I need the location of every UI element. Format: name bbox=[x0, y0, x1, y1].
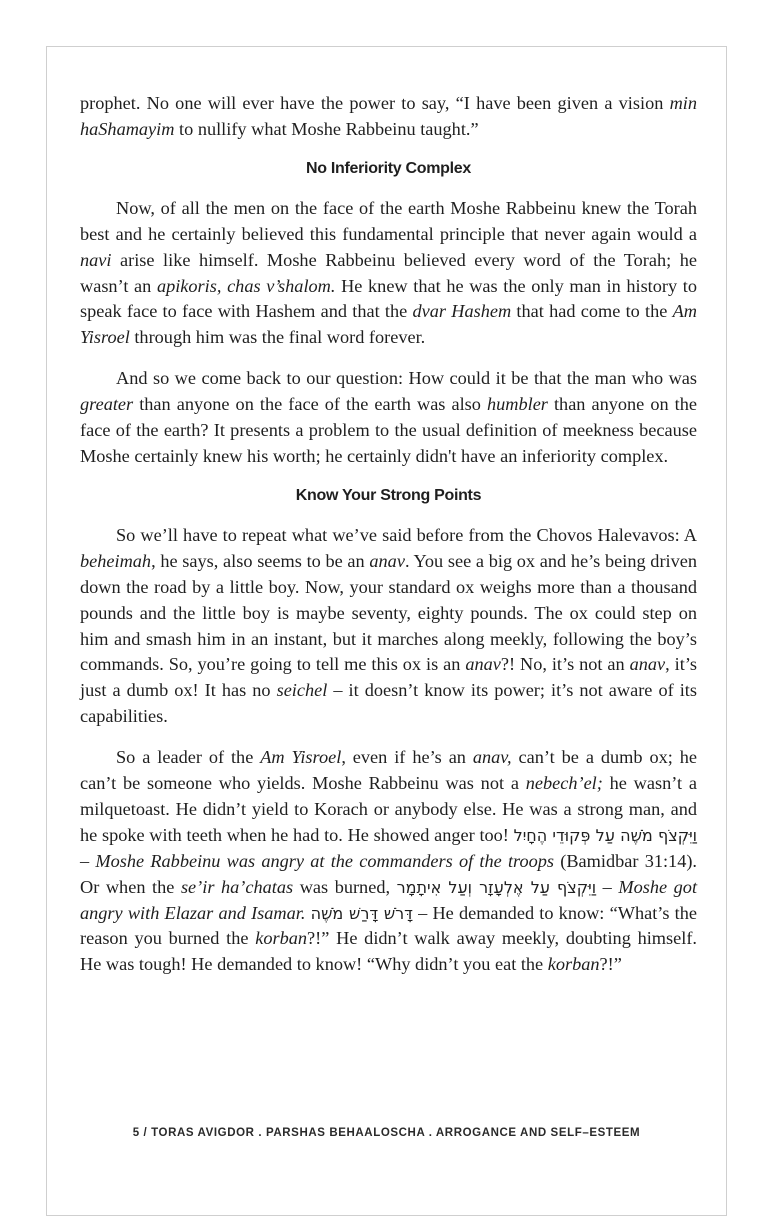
text-run: to nullify what Moshe Rabbeinu taught.” bbox=[174, 118, 479, 139]
text-run: Now, of all the men on the face of the earth Moshe Rabbeinu knew the Torah best and he certainly believed this fundamental principle that never again would a bbox=[80, 197, 697, 244]
italic-term: humbler bbox=[486, 394, 548, 415]
text-run: – bbox=[596, 876, 619, 897]
section-heading-no-inferiority-complex: No Inferiority Complex bbox=[306, 159, 471, 177]
hebrew-quote: וַיִּקְצֹף מֹשֶׁה עַל פְּקוּדֵי הֶחָיִל bbox=[513, 825, 698, 845]
italic-term: se’ir ha’chatas bbox=[180, 876, 294, 897]
text-run: through him was the final word forever. bbox=[129, 327, 426, 348]
italic-term: anav bbox=[369, 550, 405, 571]
text-run: ?!” He didn’t walk away meekly, doubting himself. He was tough! He demanded to know! “Why didn’t you eat the bbox=[80, 928, 697, 975]
text-run: arise like himself. Moshe Rabbeinu believed every word of the Torah; he wasn’t an bbox=[80, 249, 697, 296]
paragraph-3 bbox=[80, 366, 697, 470]
text-run: was burned, bbox=[293, 876, 397, 897]
text-run: can’t be a dumb ox; he can’t be someone who yields. Moshe Rabbeinu was not a bbox=[80, 747, 697, 794]
text-run: prophet. No one will ever have the power to say, “I have been given a vision bbox=[80, 93, 670, 113]
italic-term: Am Yisroel bbox=[80, 301, 698, 348]
italic-term: Am Yisroel bbox=[260, 747, 342, 768]
page-footer: 5 / TORAS AVIGDOR . PARSHAS BEHAALOSCHA . ARROGANCE AND SELF–ESTEEM bbox=[132, 1127, 641, 1139]
italic-term: korban bbox=[547, 954, 600, 975]
italic-term: beheimah bbox=[80, 550, 152, 571]
section-heading-know-your-strong-points: Know Your Strong Points bbox=[295, 486, 482, 504]
text-run: , he says, also seems to be an bbox=[151, 550, 370, 571]
italic-term: min haShamayim bbox=[80, 93, 697, 139]
text-run: – bbox=[80, 850, 96, 871]
text-run: He knew that he was the only man in history to speak face to face with Hashem and that the bbox=[80, 275, 697, 322]
hebrew-quote: וַיִּקְצֹף עַל אֶלְעָזָר וְעַל אִיתָמָר bbox=[396, 877, 597, 897]
text-run: And so we come back to our question: How could it be that the man who was bbox=[116, 368, 697, 389]
text-run: he wasn’t a milquetoast. He didn’t yield to Korach or anybody else. He was a strong man, and he spoke with teeth when he had to. He showed anger too! bbox=[80, 773, 697, 845]
text-run: So a leader of the bbox=[116, 747, 261, 768]
italic-term: dvar Hashem bbox=[412, 301, 512, 322]
italic-term: anav, bbox=[472, 747, 512, 768]
italic-term: seichel bbox=[276, 680, 328, 701]
text-run: , it’s just a dumb ox! It has no bbox=[80, 654, 698, 701]
hebrew-quote: דָּרֹשׁ דָּרַשׁ מֹשֶׁה bbox=[310, 903, 413, 923]
text-run: – it doesn’t know its power; it’s not aware of its capabilities. bbox=[80, 680, 697, 727]
italic-term: anav bbox=[629, 654, 666, 675]
text-run: – He demanded to know: “What’s the reason you burned the bbox=[80, 902, 697, 949]
italic-translation: Moshe Rabbeinu was angry at the commanders of the troops bbox=[95, 850, 555, 871]
text-run: than anyone on the face of the earth was also bbox=[133, 394, 487, 415]
italic-term: navi bbox=[80, 249, 112, 270]
italic-term: anav bbox=[465, 654, 501, 675]
text-run: So we’ll have to repeat what we’ve said before from the Chovos Halevavos: A bbox=[116, 524, 697, 545]
italic-term: apikoris, chas v’shalom. bbox=[156, 275, 336, 296]
text-run: (Bamidbar 31:14). Or when the bbox=[80, 850, 697, 897]
italic-term: greater bbox=[80, 394, 134, 415]
paragraph-5 bbox=[80, 745, 697, 978]
text-run: ?! No, it’s not an bbox=[500, 654, 630, 675]
text-run: ?!” bbox=[599, 954, 622, 975]
paragraph-2 bbox=[80, 196, 697, 351]
text-run: . You see a big ox and he’s being driven down the road by a little boy. Now, your standard ox weighs more than a thousand pounds and the little boy is maybe seventy, eighty pounds. The ox could step on him and smash him in an instant, but it marches along meekly, following the boy’s commands. So, you’re going to tell me this ox is an bbox=[80, 550, 698, 675]
italic-term: nebech’el; bbox=[525, 773, 603, 794]
page-body bbox=[80, 91, 697, 993]
paragraph-4 bbox=[80, 523, 697, 730]
paragraph-1 bbox=[80, 91, 697, 143]
italic-term: korban bbox=[255, 928, 308, 949]
text-run: than anyone on the face of the earth? It presents a problem to the usual definition of meekness because Moshe certainly knew his worth; he certainly didn't have an inferiority complex. bbox=[80, 394, 698, 466]
text-run: , even if he’s an bbox=[341, 747, 473, 768]
text-run: that had come to the bbox=[511, 301, 673, 322]
italic-translation: Moshe got angry with Elazar and Isamar. bbox=[80, 876, 698, 923]
book-page bbox=[46, 46, 727, 1216]
